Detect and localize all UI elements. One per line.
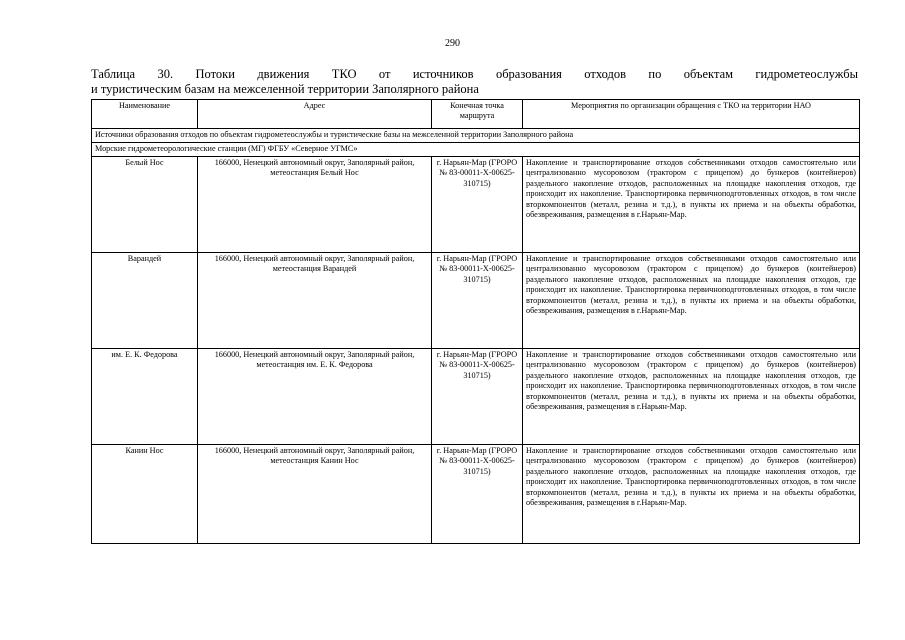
station-address: 166000, Ненецкий автономный округ, Заполярный район, метеостанция Варандей	[198, 253, 432, 349]
table-row	[92, 445, 860, 544]
header-endpoint: Конечная точка маршрута	[432, 100, 523, 129]
table-caption-line-1: Таблица 30. Потоки движения ТКО от источников образования отходов по объектам гидрометеослужбы	[91, 67, 858, 81]
station-address: 166000, Ненецкий автономный округ, Заполярный район, метеостанция Канин Нос	[198, 445, 432, 544]
waste-measures: Накопление и транспортирование отходов собственниками отходов самостоятельно или централизованно мусоровозом (трактором с прицепом) до бункеров (контейнеров) раздельного накопление отходов, расположенных на площадке накопления отходов, где происходит их накопление. Транспортировка первичноподготовленных отходов, в том числе вторкомпонентов (металл, резина и т.д.), в пункты их приема и на объекты обработки, обезвреживания, размещения в г.Нарьян-Мар.	[523, 157, 860, 253]
header-measures: Мероприятия по организации обращения с ТКО на территории НАО	[523, 100, 860, 129]
table-caption-line-2: и туристическим базам на межселенной территории Заполярного района	[91, 82, 479, 96]
table-row	[92, 253, 860, 349]
route-endpoint: г. Нарьян-Мар (ГРОРО № 83-00011-Х-00625-310715)	[432, 253, 523, 349]
table-row	[92, 157, 860, 253]
section-title: Источники образования отходов по объектам гидрометеослужбы и туристические базы на межселенной территории Заполярного района	[92, 129, 860, 143]
route-endpoint: г. Нарьян-Мар (ГРОРО № 83-00011-Х-00625-310715)	[432, 349, 523, 445]
station-name: Варандей	[92, 253, 198, 349]
station-address: 166000, Ненецкий автономный округ, Заполярный район, метеостанция им. Е. К. Федорова	[198, 349, 432, 445]
station-name: им. Е. К. Федорова	[92, 349, 198, 445]
header-address: Адрес	[198, 100, 432, 129]
header-name: Наименование	[92, 100, 198, 129]
route-endpoint: г. Нарьян-Мар (ГРОРО № 83-00011-Х-00625-310715)	[432, 445, 523, 544]
subsection-title: Морские гидрометеорологические станции (МГ) ФГБУ «Северное УГМС»	[92, 143, 860, 157]
waste-measures: Накопление и транспортирование отходов собственниками отходов самостоятельно или централизованно мусоровозом (трактором с прицепом) до бункеров (контейнеров) раздельного накопление отходов, расположенных на площадке накопления отходов, где происходит их накопление. Транспортировка первичноподготовленных отходов, в том числе вторкомпонентов (металл, резина и т.д.), в пункты их приема и на объекты обработки, обезвреживания, размещения в г.Нарьян-Мар.	[523, 349, 860, 445]
table-caption	[91, 67, 858, 97]
waste-measures: Накопление и транспортирование отходов собственниками отходов самостоятельно или централизованно мусоровозом (трактором с прицепом) до бункеров (контейнеров) раздельного накопление отходов, расположенных на площадке накопления отходов, где происходит их накопление. Транспортировка первичноподготовленных отходов, в том числе вторкомпонентов (металл, резина и т.д.), в пункты их приема и на объекты обработки, обезвреживания, размещения в г.Нарьян-Мар.	[523, 445, 860, 544]
section-row	[92, 129, 860, 143]
station-address: 166000, Ненецкий автономный округ, Заполярный район, метеостанция Белый Нос	[198, 157, 432, 253]
table-row	[92, 349, 860, 445]
station-name: Белый Нос	[92, 157, 198, 253]
station-name: Канин Нос	[92, 445, 198, 544]
table-header-row	[92, 100, 860, 129]
subsection-row	[92, 143, 860, 157]
page-number: 290	[445, 38, 460, 49]
route-endpoint: г. Нарьян-Мар (ГРОРО № 83-00011-Х-00625-310715)	[432, 157, 523, 253]
waste-flow-table	[91, 99, 860, 544]
waste-measures: Накопление и транспортирование отходов собственниками отходов самостоятельно или централизованно мусоровозом (трактором с прицепом) до бункеров (контейнеров) раздельного накопление отходов, расположенных на площадке накопления отходов, где происходит их накопление. Транспортировка первичноподготовленных отходов, в том числе вторкомпонентов (металл, резина и т.д.), в пункты их приема и на объекты обработки, обезвреживания, размещения в г.Нарьян-Мар.	[523, 253, 860, 349]
